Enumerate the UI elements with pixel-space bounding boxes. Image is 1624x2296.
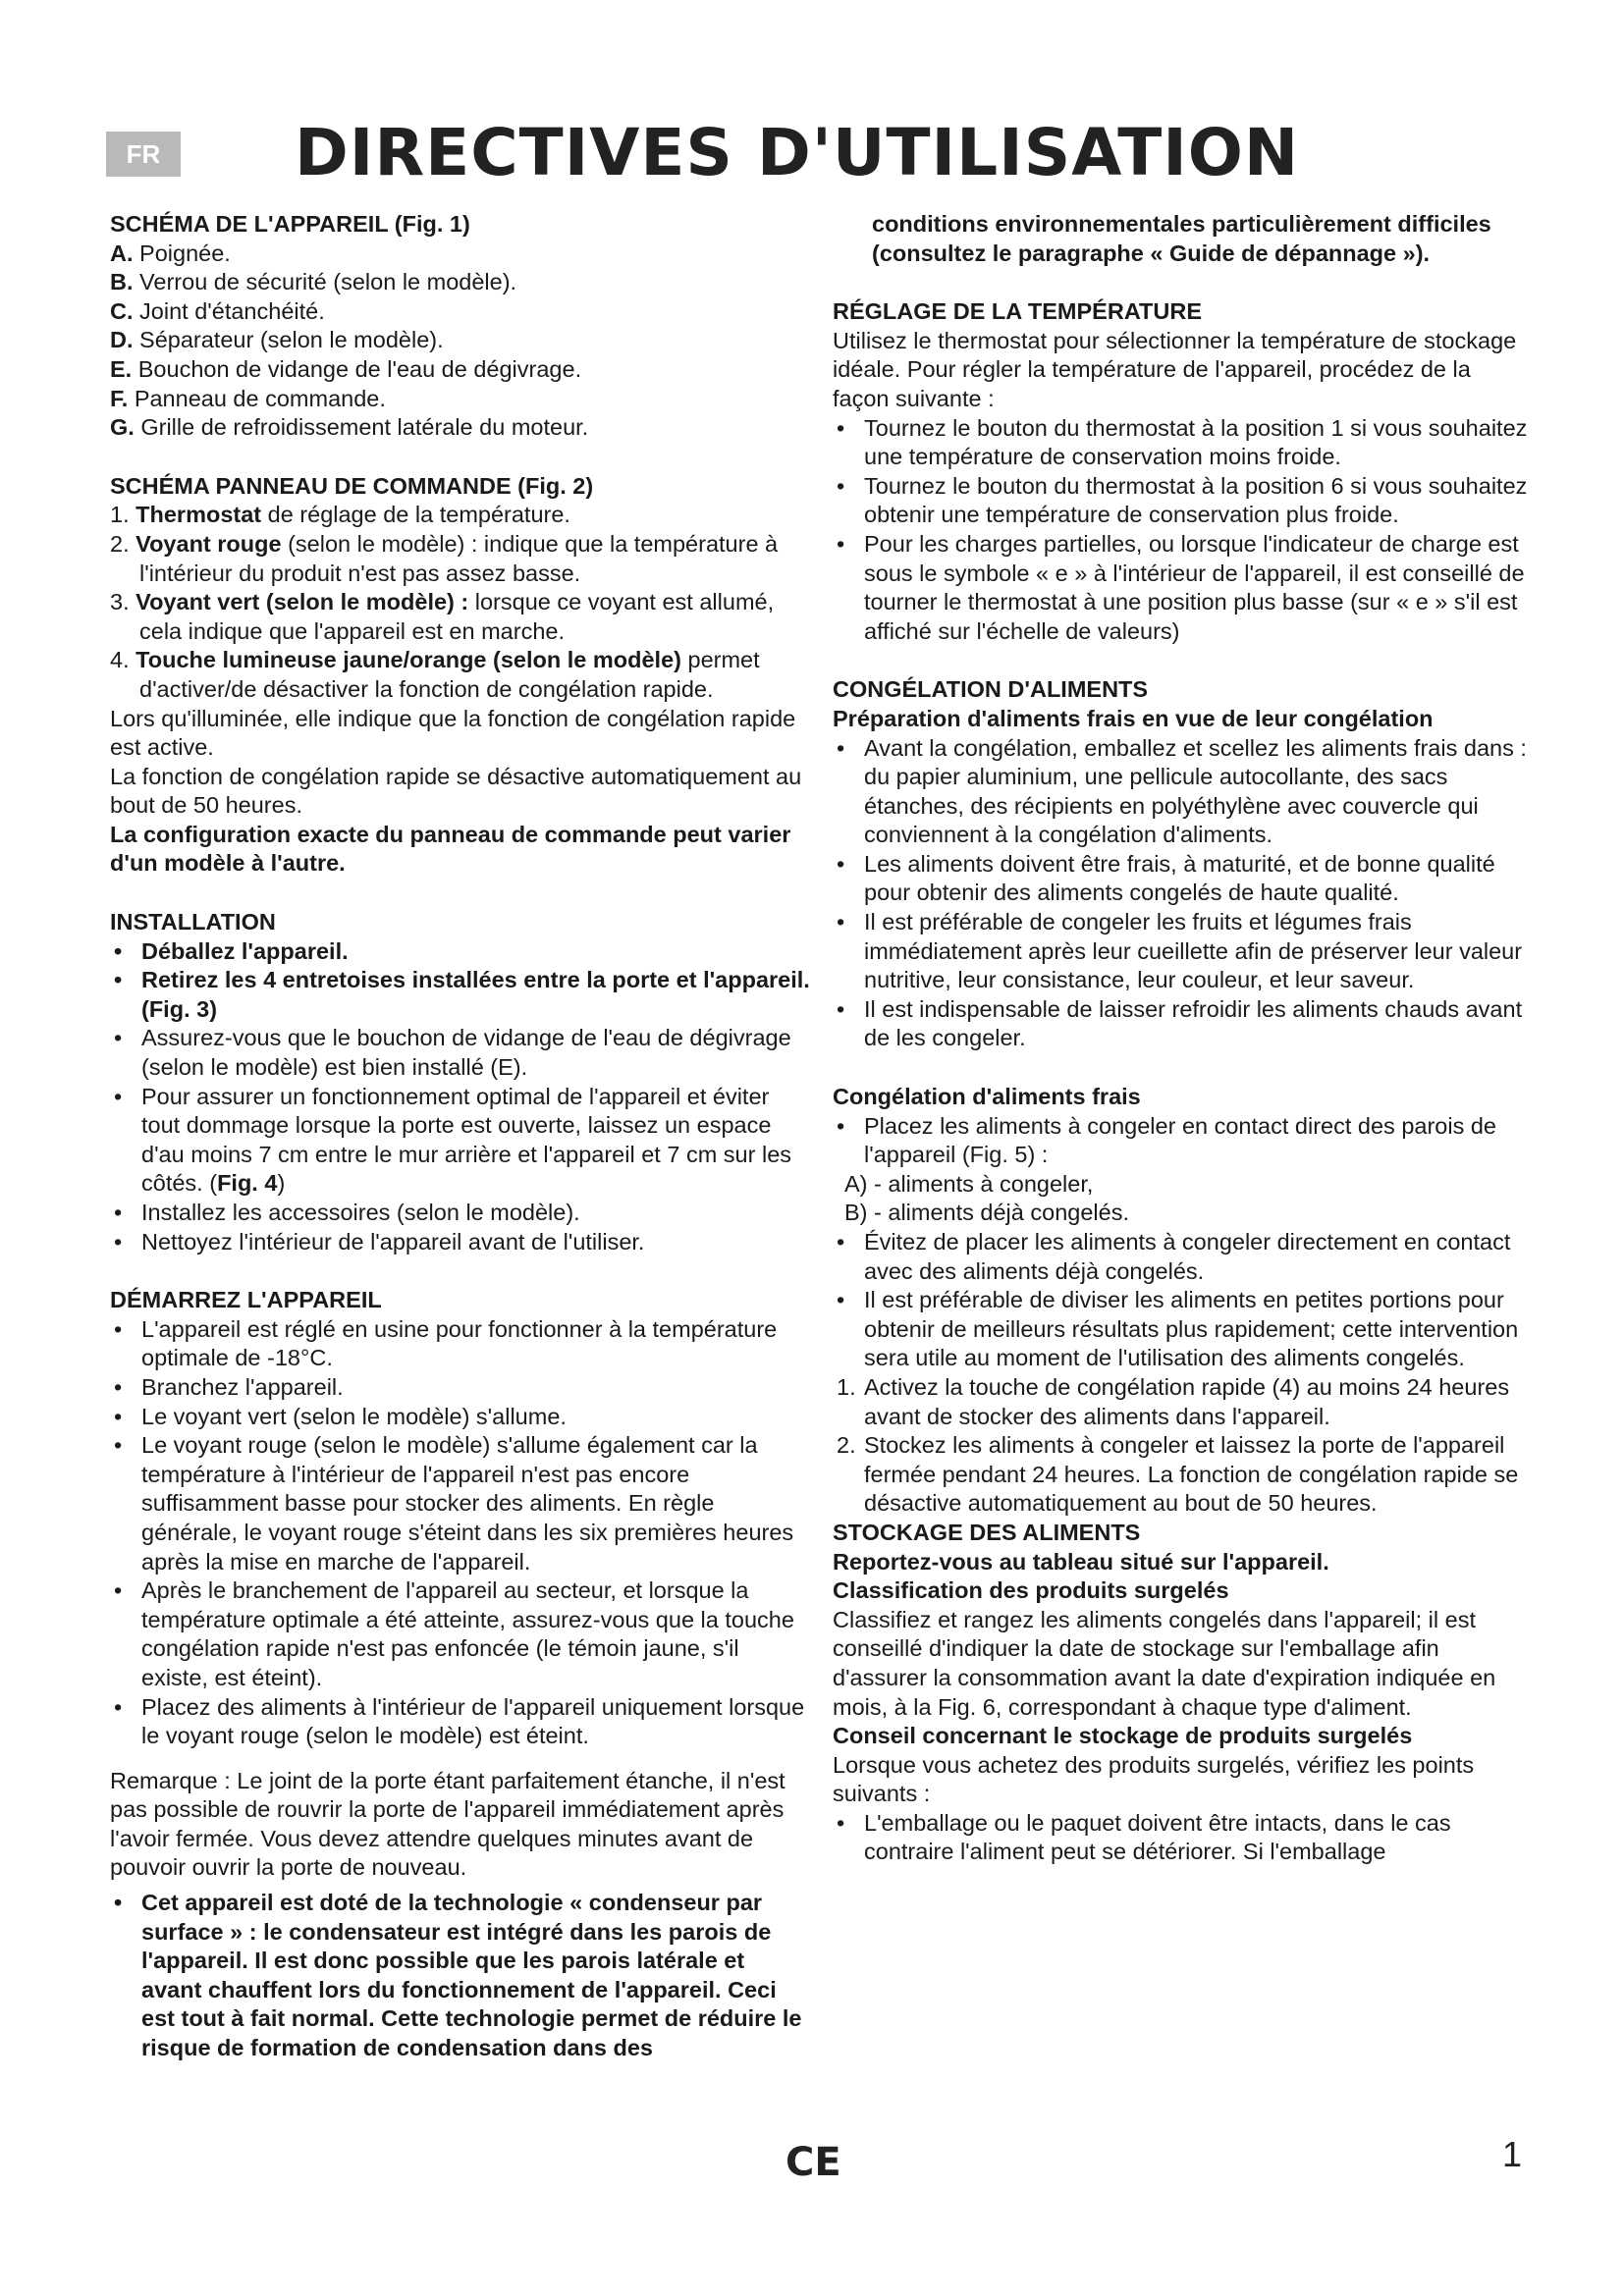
right-column — [833, 210, 1530, 1867]
bullet: • — [837, 1809, 845, 1836]
classification-subheading: Classification des produits surgelés — [833, 1577, 1229, 1604]
list-item — [110, 588, 811, 646]
list-item — [833, 1112, 1530, 1170]
paragraph: La fonction de congélation rapide se désactive automatiquement au bout de 50 heures. — [110, 763, 802, 819]
bullet: • — [837, 1229, 845, 1255]
list-item — [110, 937, 811, 967]
schema-appareil-list — [110, 240, 811, 443]
paragraph: Utilisez le thermostat pour sélectionner la température de stockage idéale. Pour régler la température de l'appareil, procédez de la façon suivante : — [833, 327, 1517, 411]
condenseur-continuation: conditions environnementales particulièrement difficiles (consultez le paragraphe « Guide de dépannage »). — [872, 211, 1491, 266]
list-item — [833, 850, 1530, 908]
item-text: Le voyant rouge (selon le modèle) s'allume également car la température à l'intérieur de l'appareil n'est pas encore suffisamment basse pour stocker des aliments. En règle générale, le voyant rouge s'éteint dans les six premières heures après la mise en marche de l'appareil. — [141, 1432, 794, 1575]
item-text: Les aliments doivent être frais, à maturité, et de bonne qualité pour obtenir des aliments congelés de haute qualité. — [864, 850, 1495, 906]
item-text: Installez les accessoires (selon le modèle). — [141, 1200, 580, 1225]
sub-item: A) - aliments à congeler, — [844, 1170, 1094, 1197]
item-text: Déballez l'appareil. — [141, 937, 349, 964]
list-item — [110, 501, 811, 530]
item-text: Il est préférable de congeler les fruits et légumes frais immédiatement après leur cueillette afin de préserver leur valeur nutritive, leur consistance, leur couleur, et leur saveur. — [864, 909, 1523, 993]
list-item — [110, 1693, 811, 1751]
list-item — [110, 413, 811, 443]
item-text: Branchez l'appareil. — [141, 1373, 344, 1400]
list-item — [110, 1403, 811, 1432]
item-text: Joint d'étanchéité. — [139, 297, 325, 324]
item-text: Il est indispensable de laisser refroidir les aliments chauds avant de les congeler. — [864, 995, 1523, 1051]
item-text: de réglage de la température. — [261, 502, 570, 528]
stockage-heading: STOCKAGE DES ALIMENTS — [833, 1519, 1141, 1545]
item-text: (selon le modèle) : indique que la température à l'intérieur du produit n'est pas assez basse. — [139, 530, 779, 586]
bullet: • — [114, 1890, 123, 1916]
list-item — [110, 530, 811, 588]
stockage-subheading: Reportez-vous au tableau situé sur l'appareil. — [833, 1548, 1329, 1575]
list-item — [110, 326, 811, 355]
item-letter: C. — [110, 297, 134, 324]
item-number: 2. — [110, 530, 130, 557]
item-text: Grille de refroidissement latérale du moteur. — [140, 414, 589, 441]
list-item — [110, 385, 811, 414]
item-text: Tournez le bouton du thermostat à la position 1 si vous souhaitez une température de conservation moins froide. — [864, 414, 1528, 470]
list-item — [833, 734, 1530, 850]
item-text: Bouchon de vidange de l'eau de dégivrage. — [137, 355, 582, 382]
item-text: Panneau de commande. — [134, 385, 386, 411]
bullet: • — [114, 1577, 123, 1604]
item-label: Touche lumineuse jaune/orange (selon le modèle) — [135, 647, 681, 673]
list-item — [833, 908, 1530, 995]
schema-panneau-heading: SCHÉMA PANNEAU DE COMMANDE (Fig. 2) — [110, 472, 594, 499]
bullet: • — [114, 1432, 123, 1459]
item-text: Activez la touche de congélation rapide (4) au moins 24 heures avant de stocker des aliments dans l'appareil. — [864, 1373, 1510, 1429]
item-text: Verrou de sécurité (selon le modèle). — [139, 269, 517, 295]
item-label: Thermostat — [135, 502, 262, 528]
list-item — [110, 268, 811, 297]
demarrez-heading: DÉMARREZ L'APPAREIL — [110, 1287, 382, 1313]
bullet: • — [837, 530, 845, 557]
bullet: • — [837, 1287, 845, 1313]
list-item — [110, 1024, 811, 1082]
bullet: • — [837, 734, 845, 761]
list-item — [833, 1228, 1530, 1286]
list-item — [110, 355, 811, 385]
congelation-heading: CONGÉLATION D'ALIMENTS — [833, 676, 1149, 703]
reglage-heading: RÉGLAGE DE LA TEMPÉRATURE — [833, 298, 1203, 325]
bullet: • — [114, 1315, 123, 1342]
item-text: Placez des aliments à l'intérieur de l'appareil uniquement lorsque le voyant rouge (selon le modèle) est éteint. — [141, 1693, 805, 1749]
page-title: DIRECTIVES D'UTILISATION — [295, 115, 1300, 190]
bullet: • — [114, 937, 123, 964]
item-text: Retirez les 4 entretoises installées entre la porte et l'appareil. (Fig. 3) — [141, 967, 810, 1022]
list-item — [110, 1431, 811, 1576]
item-text: Séparateur (selon le modèle). — [139, 327, 444, 353]
list-item — [110, 1373, 811, 1403]
language-badge: FR — [106, 132, 181, 177]
conseil-subheading: Conseil concernant le stockage de produits surgelés — [833, 1723, 1413, 1749]
list-item — [833, 414, 1530, 472]
list-item — [110, 1199, 811, 1228]
item-text: Pour les charges partielles, ou lorsque l'indicateur de charge est sous le symbole « e » à l'intérieur de l'appareil, il est conseillé de tourner le thermostat à une position plus basse (sur « e » s'il est affiché sur l'échelle de valeurs) — [864, 530, 1525, 644]
paragraph: Classifiez et rangez les aliments congelés dans l'appareil; il est conseillé d'indiquer la date de stockage sur l'emballage afin d'assurer la consommation avant la date d'expiration indiquée en mois, à la Fig. 6, correspondant à chaque type d'aliment. — [833, 1606, 1496, 1720]
item-number: 1. — [837, 1373, 856, 1400]
item-number: 4. — [110, 647, 130, 673]
item-text: Nettoyez l'intérieur de l'appareil avant de l'utiliser. — [141, 1228, 645, 1255]
bullet: • — [114, 1200, 123, 1225]
item-letter: G. — [110, 414, 135, 441]
congelation-frais-heading: Congélation d'aliments frais — [833, 1084, 1141, 1110]
item-text: Après le branchement de l'appareil au secteur, et lorsque la température optimale a été atteinte, assurez-vous que la touche congélation rapide n'est pas enfoncée (le témoin jaune, s'il existe, est éteint). — [141, 1577, 794, 1690]
list-item — [110, 646, 811, 704]
panel-note: La configuration exacte du panneau de commande peut varier d'un modèle à l'autre. — [110, 821, 791, 877]
list-item — [833, 472, 1530, 530]
figure-reference: Fig. 4 — [217, 1170, 278, 1197]
paragraph: Lorsque vous achetez des produits surgelés, vérifiez les points suivants : — [833, 1751, 1475, 1807]
list-item — [833, 995, 1530, 1053]
list-item — [110, 1889, 811, 2063]
list-item — [833, 1373, 1530, 1431]
sub-item: B) - aliments déjà congelés. — [844, 1200, 1129, 1226]
schema-appareil-heading: SCHÉMA DE L'APPAREIL (Fig. 1) — [110, 211, 470, 237]
bullet: • — [114, 1228, 123, 1255]
list-item — [110, 1228, 811, 1257]
item-text: Il est préférable de diviser les aliments en petites portions pour obtenir de meilleurs résultats plus rapidement; cette intervention sera utile au moment de l'utilisation des aliments congelés. — [864, 1287, 1519, 1371]
left-column — [110, 210, 811, 2063]
item-text: lorsque ce voyant est allumé, cela indique que l'appareil est en marche. — [139, 589, 775, 644]
item-letter: D. — [110, 327, 134, 353]
item-letter: B. — [110, 269, 134, 295]
item-number: 1. — [110, 502, 130, 528]
bullet: • — [114, 1083, 123, 1109]
list-item — [110, 1083, 811, 1199]
list-item — [110, 1315, 811, 1373]
bullet: • — [114, 1403, 123, 1429]
item-text: Assurez-vous que le bouchon de vidange de l'eau de dégivrage (selon le modèle) est bien installé (E). — [141, 1025, 791, 1081]
bullet: • — [837, 414, 845, 441]
list-item — [110, 966, 811, 1024]
item-label: Voyant vert (selon le modèle) : — [135, 589, 469, 615]
item-text: Placez les aliments à congeler en contact direct des parois de l'appareil (Fig. 5) : — [864, 1112, 1496, 1168]
item-letter: A. — [110, 240, 134, 266]
list-item — [833, 1809, 1530, 1867]
item-text: L'appareil est réglé en usine pour fonctionner à la température optimale de -18°C. — [141, 1315, 778, 1371]
item-label: Voyant rouge — [135, 530, 282, 557]
list-item — [110, 240, 811, 269]
bullet: • — [837, 1112, 845, 1139]
item-text: Pour assurer un fonctionnement optimal de l'appareil et éviter tout dommage lorsque la porte est ouverte, laissez un espace d'au moins 7 cm entre le mur arrière et l'appareil et 7 cm sur les côtés. ( — [141, 1083, 792, 1197]
item-number: 3. — [110, 589, 130, 615]
item-text: Avant la congélation, emballez et scellez les aliments frais dans : du papier aluminium, une pellicule autocollante, des sacs étanches, des récipients en polyéthylène avec couvercle qui conviennent à la congélation d'aliments. — [864, 734, 1527, 848]
bullet: • — [114, 967, 123, 993]
list-item — [833, 1431, 1530, 1519]
bullet: • — [114, 1025, 123, 1051]
bullet: • — [837, 909, 845, 935]
item-text: Stockez les aliments à congeler et laissez la porte de l'appareil fermée pendant 24 heures. La fonction de congélation rapide se désactive automatiquement au bout de 50 heures. — [864, 1432, 1519, 1517]
item-letter: E. — [110, 355, 133, 382]
remarque-paragraph: Remarque : Le joint de la porte étant parfaitement étanche, il n'est pas possible de rouvrir la porte de l'appareil immédiatement après l'avoir fermée. Vous devez attendre quelques minutes avant de pouvoir ouvrir la porte de nouveau. — [110, 1767, 785, 1881]
item-text: permet d'activer/de désactiver la fonction de congélation rapide. — [139, 647, 760, 702]
item-letter: F. — [110, 385, 129, 411]
bullet: • — [837, 472, 845, 499]
congelation-subheading: Préparation d'aliments frais en vue de leur congélation — [833, 705, 1434, 731]
item-text: Évitez de placer les aliments à congeler directement en contact avec des aliments déjà congelés. — [864, 1229, 1511, 1284]
item-text: L'emballage ou le paquet doivent être intacts, dans le cas contraire l'aliment peut se détériorer. Si l'emballage — [864, 1809, 1451, 1865]
bullet: • — [837, 995, 845, 1022]
list-item — [110, 297, 811, 327]
paragraph: Lors qu'illuminée, elle indique que la fonction de congélation rapide est active. — [110, 705, 796, 761]
item-text: Tournez le bouton du thermostat à la position 6 si vous souhaitez obtenir une température de conservation plus froide. — [864, 472, 1528, 528]
list-item — [833, 1286, 1530, 1373]
bullet: • — [114, 1693, 123, 1720]
page-number: 1 — [1502, 2134, 1523, 2174]
item-text: Poignée. — [139, 240, 231, 266]
ce-mark: CE — [785, 2140, 841, 2185]
list-item — [110, 1576, 811, 1692]
installation-heading: INSTALLATION — [110, 909, 276, 935]
bullet: • — [837, 850, 845, 877]
bullet: • — [114, 1373, 123, 1400]
item-text: Le voyant vert (selon le modèle) s'allume. — [141, 1403, 567, 1429]
item-text-end: ) — [277, 1170, 286, 1197]
item-text: Cet appareil est doté de la technologie « condenseur par surface » : le condensateur est intégré dans les parois de l'appareil. Il est donc possible que les parois latérale et avant chauffent lors du fonctionnement de l'appareil. Ceci est tout à fait normal. Cette technologie permet de réduire le risque de formation de condensation dans des — [141, 1890, 802, 2061]
item-number: 2. — [837, 1432, 856, 1459]
list-item — [833, 530, 1530, 646]
